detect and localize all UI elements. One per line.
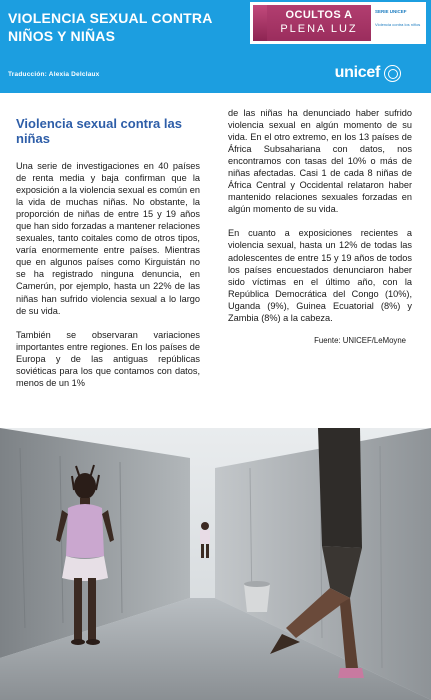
badge-line-1: OCULTOS A xyxy=(285,9,353,21)
document-title: VIOLENCIA SEXUAL CONTRA NIÑOS Y NIÑAS xyxy=(8,10,212,44)
series-badge xyxy=(250,2,426,44)
bucket xyxy=(244,581,270,612)
badge-side-title: SERIE UNICEF xyxy=(375,9,407,14)
photo-source-credit: Fuente: UNICEF/LeMoyne xyxy=(314,335,406,345)
article-body xyxy=(16,107,416,417)
badge-series-name xyxy=(267,5,371,41)
paragraph: Una serie de investigaciones en 40 países de renta media y baja confirman que la exposición a la violencia sexual es común en la vida de muchas niñas. No obstante, la proporción de niñas de entre 15 y 19 años que han sido forzadas a mantener relaciones sexuales, tanto coitales como de otros tipos, varía enormemente entre países. Mientras que en algunos países como Kirguistán no se ha registrado ninguna denuncia, en Camerún, por ejemplo, hasta un 22% de las niñas han sufrido violencia sexual a lo largo de su vida. xyxy=(16,161,200,316)
article-column-left xyxy=(16,107,200,401)
globe-icon xyxy=(384,65,401,82)
paragraph: de las niñas ha denunciado haber sufrido violencia sexual en algún momento de su vida. En el otro extremo, en los 13 países de África Subsahariana con datos, nos encontramos con tasas del 10% o más de niñas afectadas. Casi 1 de cada 8 niñas de África Central y Occidental relataron haber mantenido relaciones sexuales forzadas en algún momento de su vida. xyxy=(228,108,412,215)
photo-illustration xyxy=(0,428,431,700)
translation-credit: Traducción: Alexia Delclaux xyxy=(8,71,100,78)
badge-side-text xyxy=(371,2,425,44)
paragraph: También se observaran variaciones importantes entre regiones. En los países de Europa y de las antiguas repúblicas soviéticas para los que contamos con datos, menos de un 1% xyxy=(16,329,200,388)
badge-line-2: PLENA LUZ xyxy=(280,23,358,35)
paragraph: En cuanto a exposiciones recientes a violencia sexual, hasta un 12% de todas las adolescentes de entre 15 y 19 años de todos los países encuestados denunciaron haber sido víctimas en el último año, con la República Democrática del Congo (10%), Uganda (9%), Guinea Ecuatorial (8%) y Zambia (8%) a la cabeza. xyxy=(228,228,412,323)
unicef-logo-text: unicef xyxy=(334,64,380,81)
article-photo xyxy=(0,428,431,700)
article-column-right xyxy=(228,107,412,345)
article-title: Violencia sexual contra las niñas xyxy=(16,116,182,146)
badge-side-subtitle: Violencia contra los niños xyxy=(375,22,421,27)
badge-photo-strip xyxy=(253,5,267,41)
header-banner xyxy=(0,0,431,93)
unicef-logo xyxy=(335,64,401,82)
